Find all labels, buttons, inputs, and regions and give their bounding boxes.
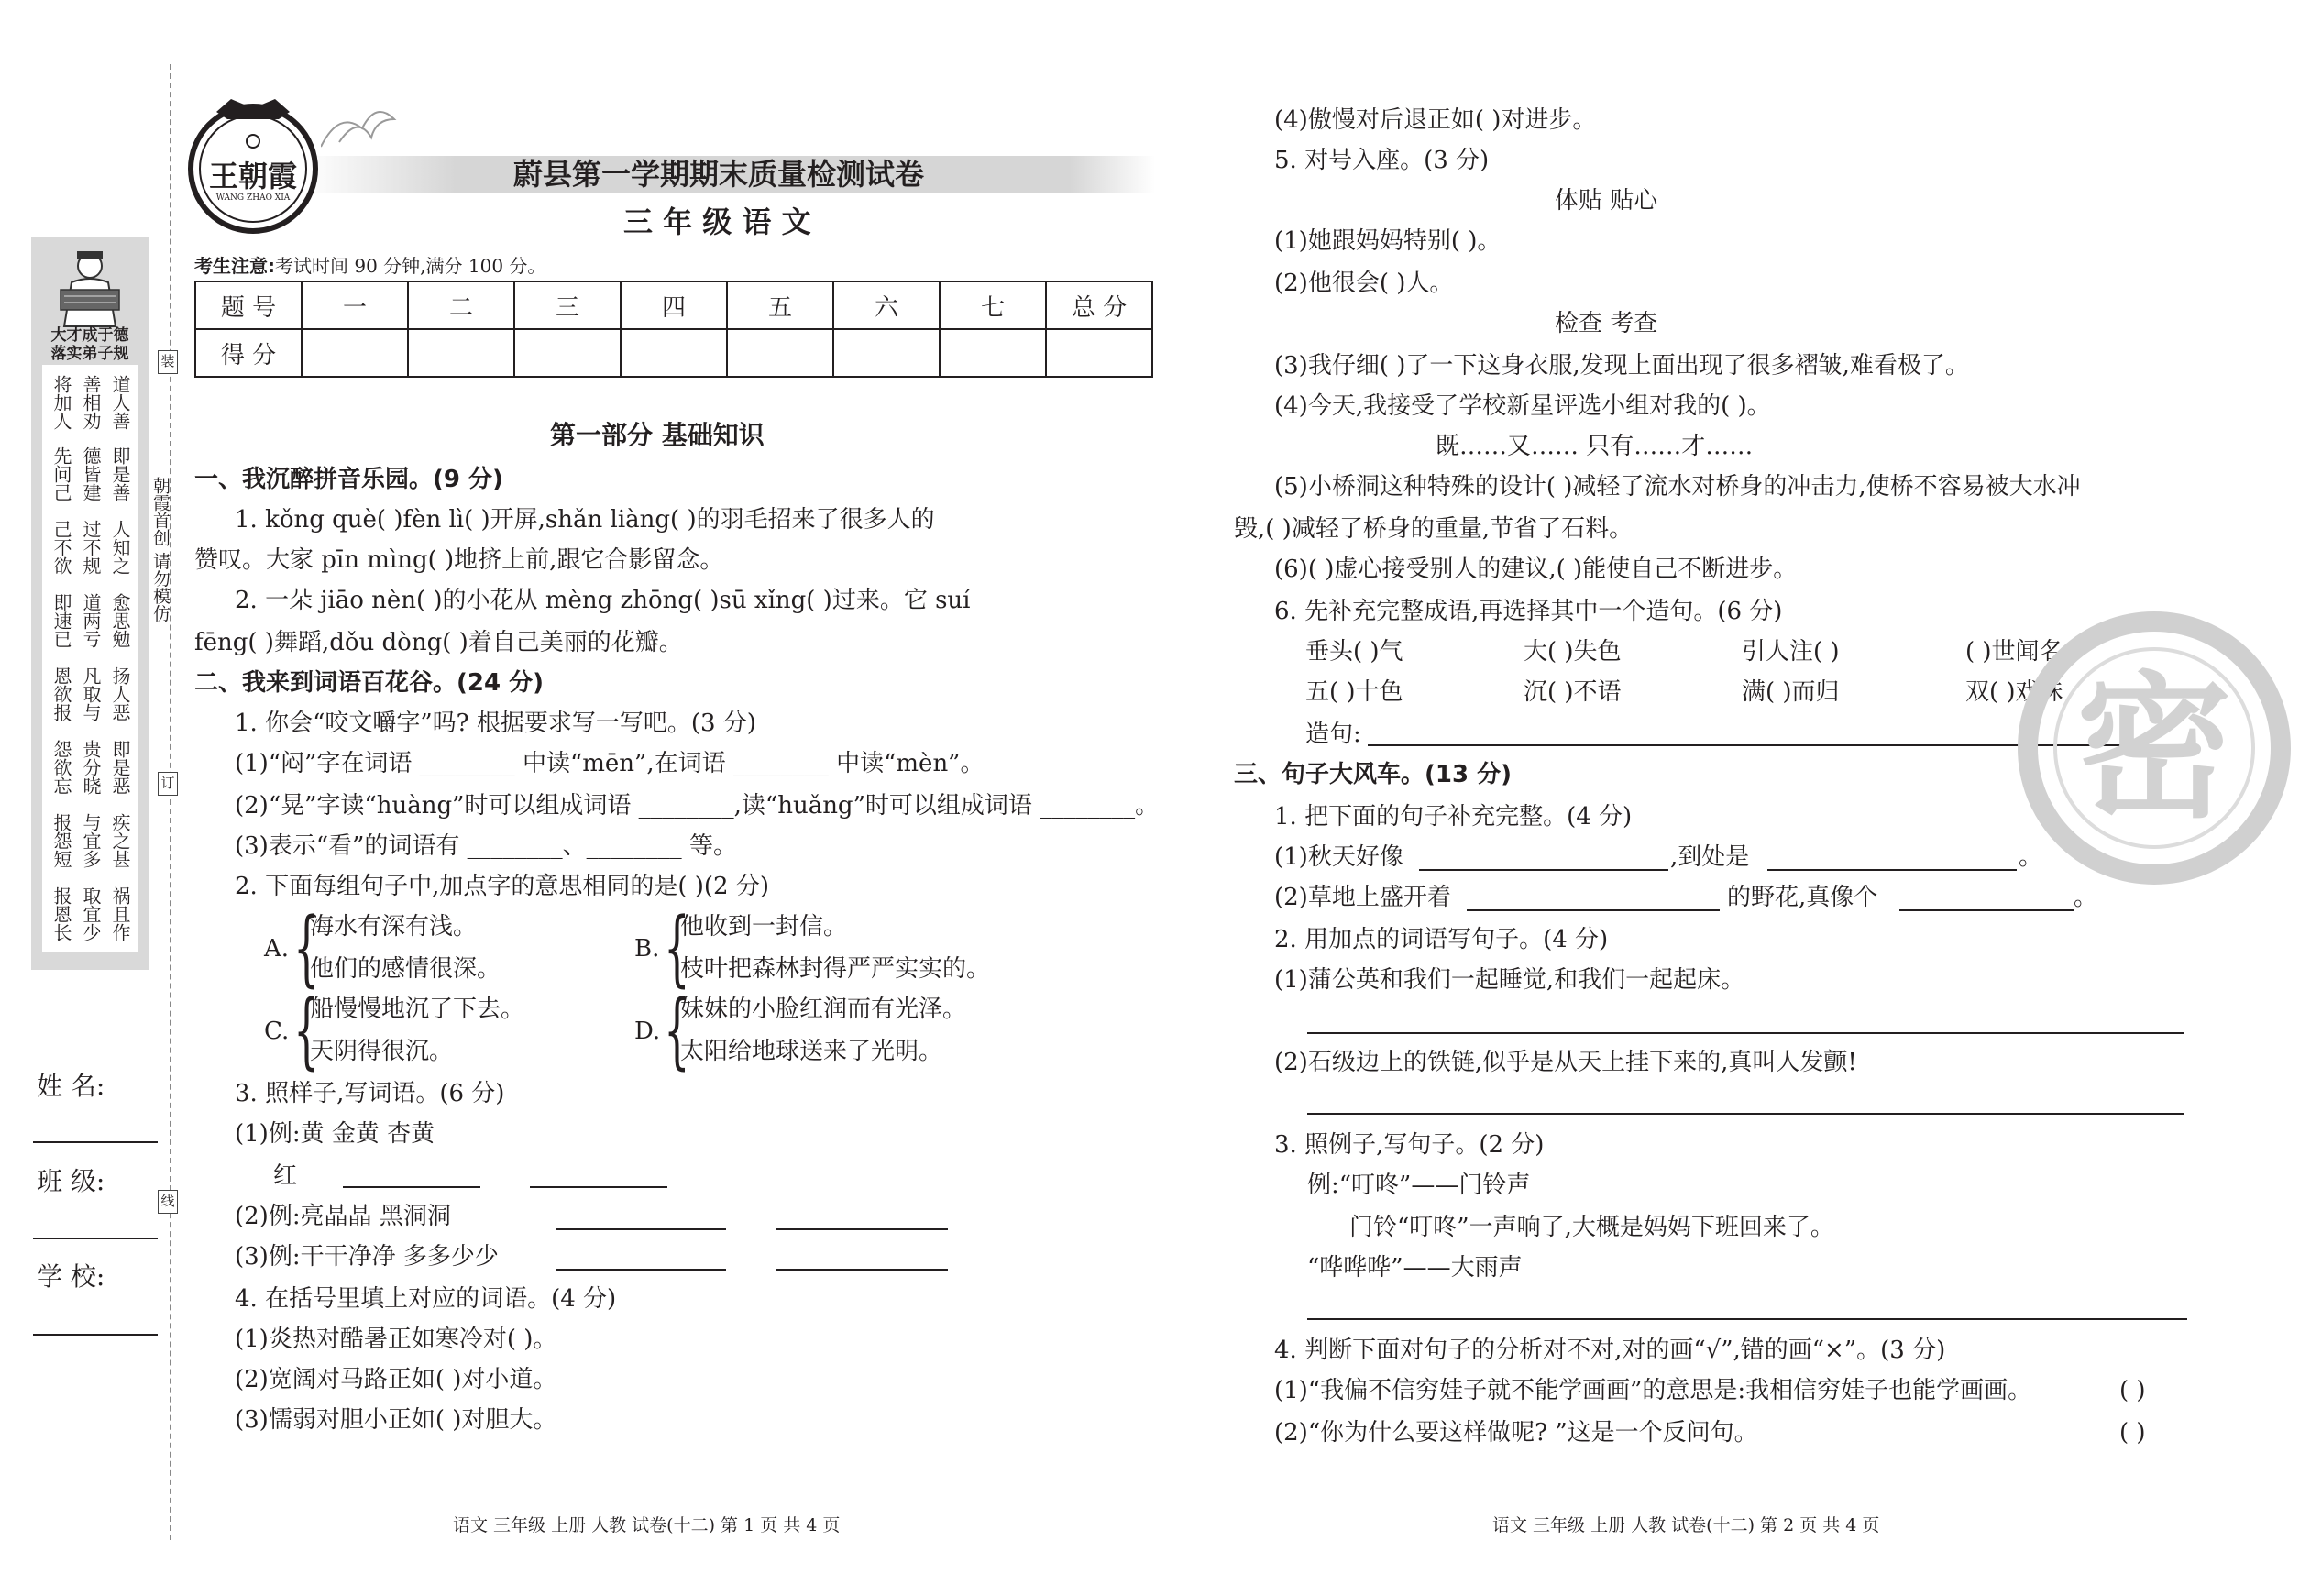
score-cell: 三 [514, 281, 621, 329]
option-a-1: 海水有深有浅。 [310, 913, 478, 941]
sidebar-caption-2: 落实弟子规 [50, 345, 129, 363]
answer-line[interactable] [1467, 909, 1720, 911]
idiom: 垂头( )气 [1305, 638, 1403, 666]
class-label: 班 级: [37, 1166, 105, 1196]
answer-line[interactable] [343, 1186, 480, 1188]
s2-q4-2: (2)宽阔对马路正如( )对小道。 [235, 1366, 557, 1393]
s3-q3-task: “哗哗哗”——大雨声 [1307, 1254, 1523, 1282]
ribbon-decoration [321, 101, 413, 156]
period: 。 [2074, 884, 2098, 911]
s2-q3-3: (3)例:干干净净 多多少少 [235, 1243, 499, 1271]
q5-4: (4)今天,我接受了学校新星评选小组对我的( )。 [1274, 392, 1771, 420]
s2-q1-1: (1)“闷”字在词语 ________ 中读“mēn”,在词语 ________ 中读“mèn”。 [235, 750, 985, 777]
s2-q1-3: (3)表示“看”的词语有 ________、________ 等。 [235, 832, 737, 860]
answer-line[interactable] [1307, 1318, 2187, 1320]
s2-q1-2: (2)“晃”字读“huàng”时可以组成词语 ________,读“huǎng”时可以组成词语 ________。 [235, 792, 1160, 820]
motto-text: 愈思勉 [109, 593, 131, 648]
q5-5-line1: (5)小桥洞这种特殊的设计( )减轻了流水对桥身的冲击力,使桥不容易被大水冲 [1274, 473, 2081, 501]
option-b-1: 他收到一封信。 [680, 913, 848, 941]
idiom: 满( )而归 [1742, 678, 1840, 706]
motto-text: 祸且作 [109, 886, 131, 941]
s3-q4-2: (2)“你为什么要这样做呢? ”这是一个反问句。 [1274, 1419, 1758, 1447]
exam-notice [194, 253, 545, 279]
brand-logo [180, 92, 326, 238]
watermark-char: 密 [2075, 658, 2232, 840]
answer-line[interactable] [1419, 869, 1668, 871]
score-cell: 二 [408, 281, 514, 329]
motto-text: 过不规 [80, 520, 102, 575]
motto-text: 即是恶 [109, 740, 131, 795]
s3-q4: 4. 判断下面对句子的分析对不对,对的画“√”,错的画“×”。(3 分) [1274, 1337, 1946, 1364]
sidebar-panel [31, 237, 149, 970]
option-b-label: B. [634, 935, 660, 963]
period: 。 [2019, 843, 2043, 871]
idiom: 沉( )不语 [1524, 678, 1622, 706]
s2-q2: 2. 下面每组句子中,加点字的意思相同的是( )(2 分) [235, 873, 769, 900]
score-input[interactable] [833, 329, 940, 377]
brace-c: { [293, 983, 320, 1079]
option-c-1: 船慢慢地沉了下去。 [310, 996, 525, 1023]
answer-line[interactable] [1307, 1032, 2184, 1034]
motto-text: 报怨短 [50, 813, 72, 868]
answer-line[interactable] [556, 1269, 726, 1271]
idiom: 双( )戏珠 [1965, 678, 2063, 706]
motto-text: 将加人 [50, 375, 72, 430]
option-c-2: 天阴得很沉。 [310, 1038, 454, 1065]
answer-line[interactable] [776, 1269, 948, 1271]
q5-5-line2: 毁,( )减轻了桥身的重量,节省了石料。 [1234, 515, 1634, 543]
word-pair-1: 体贴 贴心 [1555, 187, 1658, 215]
s2-q3: 3. 照样子,写词语。(6 分) [235, 1080, 505, 1107]
motto-panel [42, 365, 138, 952]
score-input[interactable] [621, 329, 727, 377]
idiom: ( )世闻名 [1965, 638, 2063, 666]
judge-answer[interactable]: ( ) [2119, 1377, 2146, 1404]
school-field[interactable] [33, 1334, 158, 1336]
s2-q6: 6. 先补充完整成语,再选择其中一个造句。(6 分) [1274, 598, 1783, 625]
s1-q1-line2: 赞叹。大家 pīn mìng( )地挤上前,跟它合影留念。 [194, 546, 724, 574]
s1-q2-line1: 2. 一朵 jiāo nèn( )的小花从 mèng zhōng( )sū xǐng( )过来。它 suí [235, 587, 971, 614]
answer-line[interactable] [776, 1228, 948, 1230]
s2-q1: 1. 你会“咬文嚼字”吗? 根据要求写一写吧。(3 分) [235, 710, 756, 737]
section-1-title: 一、我沉醉拼音乐园。(9 分) [194, 466, 503, 493]
footer-right: 语文 三年级 上册 人教 试卷(十二) 第 2 页 共 4 页 [1492, 1515, 1880, 1535]
score-cell: 得 分 [195, 329, 302, 377]
motto-text: 即速已 [50, 593, 72, 648]
q5-6: (6)( )虚心接受别人的建议,( )能使自己不断进步。 [1274, 556, 1798, 583]
s3-q4-1: (1)“我偏不信穷娃子就不能学画画”的意思是:我相信穷娃子也能学画画。 [1274, 1377, 2032, 1404]
answer-line[interactable] [556, 1228, 726, 1230]
q5-1: (1)她跟妈妈特别( )。 [1274, 227, 1502, 255]
s1-q1-line1: 1. kǒng què( )fèn lì( )开屏,shǎn liàng( )的羽毛招来了很多人的 [235, 506, 935, 534]
motto-text: 善相劝 [80, 375, 102, 430]
s2-q4-1: (1)炎热对酷暑正如寒冷对( )。 [235, 1326, 557, 1353]
brace-d: { [664, 983, 690, 1079]
score-table [194, 281, 1153, 378]
s3-q2-1: (1)蒲公英和我们一起睡觉,和我们一起起床。 [1274, 966, 1745, 994]
motto-text: 先问己 [50, 446, 72, 501]
s3-q1-1b: ,到处是 [1670, 843, 1750, 871]
score-input[interactable] [1046, 329, 1152, 377]
answer-line[interactable] [1307, 1113, 2184, 1115]
seal-mark: 装 [158, 350, 178, 374]
motto-text: 取宜少 [80, 886, 102, 941]
idiom: 五( )十色 [1305, 678, 1403, 706]
option-a-2: 他们的感情很深。 [310, 955, 501, 983]
answer-line[interactable] [1767, 869, 2017, 871]
score-input[interactable] [514, 329, 621, 377]
s2-q5: 5. 对号入座。(3 分) [1274, 147, 1490, 174]
section-2-title: 二、我来到词语百花谷。(24 分) [194, 669, 544, 697]
judge-answer[interactable]: ( ) [2119, 1419, 2146, 1447]
name-field[interactable] [33, 1141, 158, 1143]
score-cell: 五 [727, 281, 833, 329]
option-d-1: 妹妹的小脸红润而有光泽。 [680, 996, 967, 1023]
score-input[interactable] [408, 329, 514, 377]
score-cell: 七 [940, 281, 1046, 329]
s3-q2: 2. 用加点的词语写句子。(4 分) [1274, 926, 1609, 953]
s3-q1-2b: 的野花,真像个 [1727, 884, 1878, 911]
confidential-watermark [2017, 611, 2292, 886]
seal-mark: 线 [158, 1190, 178, 1214]
footer-left: 语文 三年级 上册 人教 试卷(十二) 第 1 页 共 4 页 [453, 1515, 841, 1535]
sidebar-caption-1: 大才成于德 [50, 326, 129, 345]
score-cell: 六 [833, 281, 940, 329]
motto-text: 道两亏 [80, 593, 102, 648]
s3-q1: 1. 把下面的句子补充完整。(4 分) [1274, 803, 1633, 831]
s2-q4: 4. 在括号里填上对应的词语。(4 分) [235, 1285, 617, 1313]
notice-text: 考试时间 90 分钟,满分 100 分。 [275, 255, 546, 277]
s2-q3-1: (1)例:黄 金黄 杏黄 [235, 1120, 435, 1148]
score-cell: 总 分 [1046, 281, 1152, 329]
s3-q3-example-2: 门铃“叮咚”一声响了,大概是妈妈下班回来了。 [1349, 1214, 1834, 1241]
exam-title: 蔚县第一学期期末质量检测试卷 [513, 157, 925, 192]
class-field[interactable] [33, 1238, 158, 1239]
s3-q3-example: 例:“叮咚”——门铃声 [1307, 1172, 1531, 1199]
word-pair-3: 既……又…… 只有……才…… [1436, 433, 1754, 460]
idiom: 大( )失色 [1524, 638, 1622, 666]
school-label: 学 校: [37, 1261, 105, 1292]
motto-text: 扬人恶 [109, 666, 131, 721]
s3-q1-1a: (1)秋天好像 [1274, 843, 1403, 871]
scholar-illustration [44, 246, 136, 328]
score-cell: 一 [302, 281, 408, 329]
s2-q3-1b: 红 [273, 1162, 298, 1190]
option-b-2: 枝叶把森林封得严严实实的。 [680, 955, 991, 983]
motto-text: 与宜多 [80, 813, 102, 868]
brace-a: { [293, 900, 320, 996]
motto-text: 恩欲报 [50, 666, 72, 721]
motto-text: 己不欲 [50, 520, 72, 575]
score-input[interactable] [727, 329, 833, 377]
s3-q2-2: (2)石级边上的铁链,似乎是从天上挂下来的,真叫人发颤! [1274, 1049, 1857, 1076]
part-title: 第一部分 基础知识 [550, 420, 765, 450]
make-sentence-label: 造句: [1305, 721, 1361, 748]
score-input[interactable] [940, 329, 1046, 377]
motto-text: 凡取与 [80, 666, 102, 721]
brand-name: 王朝霞 [208, 159, 297, 193]
binding-line [170, 64, 171, 1540]
motto-text: 贵分晓 [80, 740, 102, 795]
option-a-label: A. [264, 935, 290, 963]
option-c-label: C. [264, 1018, 290, 1045]
s3-q3: 3. 照例子,写句子。(2 分) [1274, 1131, 1545, 1159]
answer-line[interactable] [530, 1186, 667, 1188]
s2-q4-3: (3)懦弱对胆小正如( )对胆大。 [235, 1406, 557, 1434]
section-3-title: 三、句子大风车。(13 分) [1234, 761, 1512, 788]
s2-q3-2: (2)例:亮晶晶 黑洞洞 [235, 1203, 451, 1230]
vertical-notice: 朝霞首创 请勿模仿 [150, 477, 171, 622]
word-pair-2: 检查 考查 [1555, 310, 1658, 337]
name-label: 姓 名: [37, 1071, 105, 1101]
brace-b: { [664, 900, 690, 996]
q5-3: (3)我仔细( )了一下这身衣服,发现上面出现了很多褶皱,难看极了。 [1274, 352, 1969, 380]
s2-q4-4: (4)傲慢对后退正如( )对进步。 [1274, 106, 1597, 134]
score-input[interactable] [302, 329, 408, 377]
answer-line[interactable] [1899, 909, 2074, 911]
motto-text: 人知之 [109, 520, 131, 575]
q5-2: (2)他很会( )人。 [1274, 270, 1454, 297]
motto-text: 道人善 [109, 375, 131, 430]
score-cell: 题 号 [195, 281, 302, 329]
motto-text: 疾之甚 [109, 813, 131, 868]
idiom: 引人注( ) [1742, 638, 1840, 666]
s1-q2-line2: fēng( )舞蹈,dǒu dòng( )着自己美丽的花瓣。 [194, 629, 683, 656]
option-d-2: 太阳给地球送来了光明。 [680, 1038, 943, 1065]
motto-text: 报恩长 [50, 886, 72, 941]
score-cell: 四 [621, 281, 727, 329]
brand-sub: WANG ZHAO XIA [215, 193, 291, 203]
seal-mark: 订 [158, 772, 178, 796]
exam-subtitle: 三 年 级 语 文 [623, 204, 811, 239]
motto-text: 德皆建 [80, 446, 102, 501]
notice-label: 考生注意: [194, 255, 275, 277]
score-value-row [195, 329, 1152, 377]
motto-text: 怨欲忘 [50, 740, 72, 795]
s3-q1-2a: (2)草地上盛开着 [1274, 884, 1451, 911]
option-d-label: D. [634, 1018, 661, 1045]
score-header-row [195, 281, 1152, 329]
motto-text: 即是善 [109, 446, 131, 501]
